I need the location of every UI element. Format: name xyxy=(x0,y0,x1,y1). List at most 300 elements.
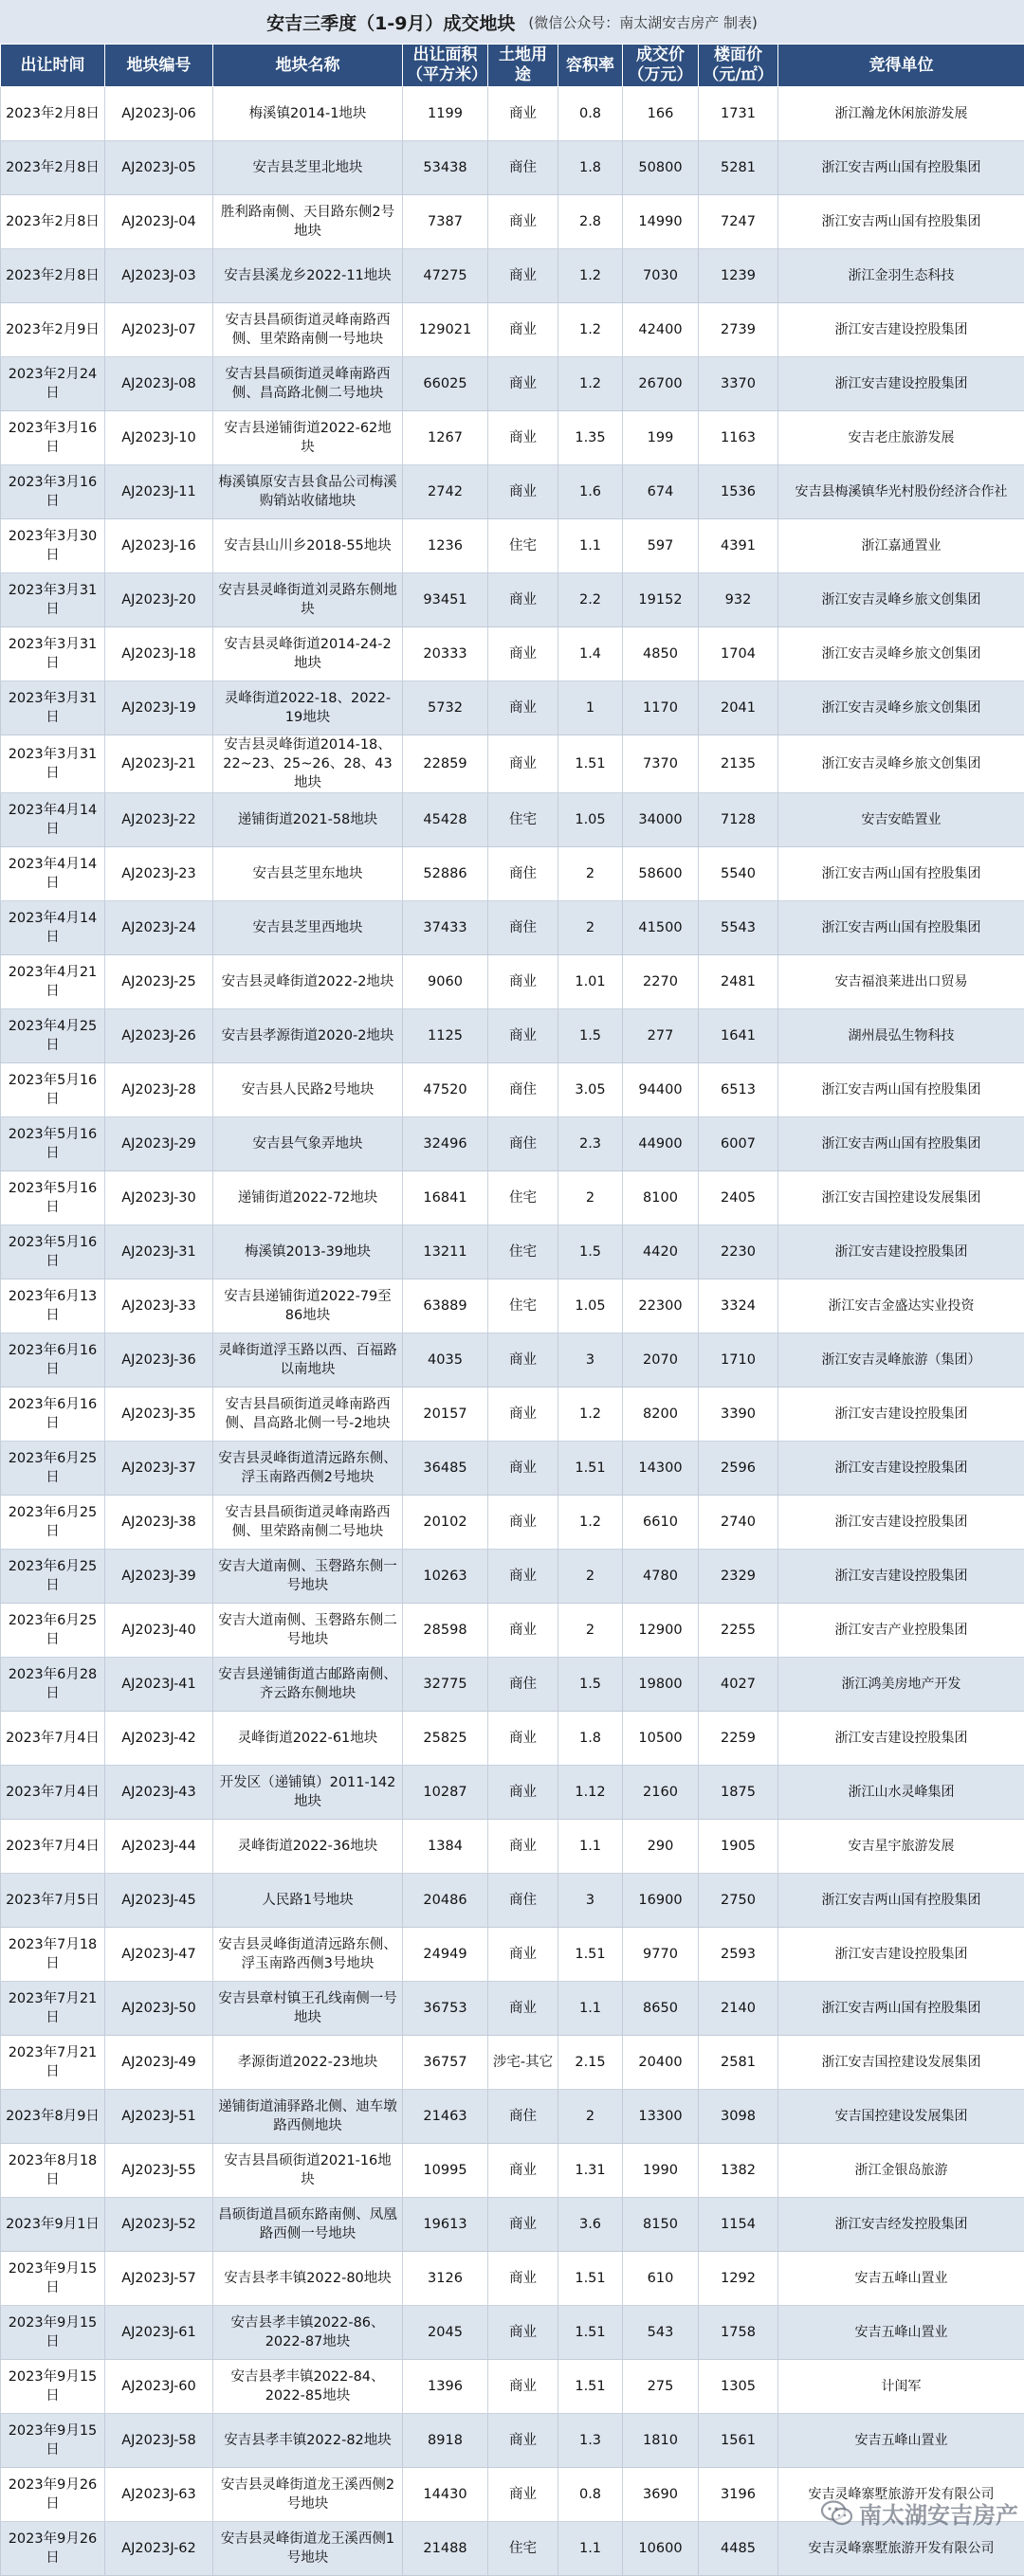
cell-area: 20333 xyxy=(403,627,488,681)
cell-code: AJ2023J-28 xyxy=(105,1063,213,1117)
table-row xyxy=(1,735,1024,793)
cell-far: 1.5 xyxy=(558,1009,623,1063)
cell-far: 3.6 xyxy=(558,2198,623,2252)
cell-price: 9770 xyxy=(623,1928,699,1982)
cell-price: 14990 xyxy=(623,195,699,249)
cell-date: 2023年5月16日 xyxy=(1,1063,105,1117)
cell-name: 递铺街道浦驿路北侧、迪车墩路西侧地块 xyxy=(213,2090,403,2144)
cell-unit-price: 2750 xyxy=(699,1874,778,1928)
cell-buyer: 浙江安吉建设控股集团 xyxy=(778,1712,1024,1766)
cell-date: 2023年6月25日 xyxy=(1,1550,105,1604)
cell-unit-price: 7128 xyxy=(699,793,778,847)
col-header-name: 地块名称 xyxy=(213,45,403,87)
cell-price: 543 xyxy=(623,2306,699,2360)
cell-code: AJ2023J-31 xyxy=(105,1225,213,1279)
cell-use: 商住 xyxy=(488,1874,558,1928)
cell-name: 安吉县章村镇王孔线南侧一号地块 xyxy=(213,1982,403,2036)
cell-buyer: 计闺军 xyxy=(778,2360,1024,2414)
cell-code: AJ2023J-38 xyxy=(105,1496,213,1550)
cell-unit-price: 2581 xyxy=(699,2036,778,2090)
table-row xyxy=(1,1874,1024,1928)
cell-date: 2023年3月16日 xyxy=(1,411,105,465)
cell-unit-price: 4027 xyxy=(699,1658,778,1712)
cell-name: 安吉县灵峰街道2014-18、22~23、25~26、28、43地块 xyxy=(213,735,403,793)
table-row xyxy=(1,87,1024,141)
cell-area: 9060 xyxy=(403,955,488,1009)
cell-area: 53438 xyxy=(403,141,488,195)
cell-buyer: 浙江瀚龙休闲旅游发展 xyxy=(778,87,1024,141)
cell-date: 2023年7月4日 xyxy=(1,1766,105,1820)
cell-date: 2023年6月13日 xyxy=(1,1279,105,1333)
cell-name: 安吉县灵峰街道龙王溪西侧1号地块 xyxy=(213,2522,403,2576)
cell-use: 住宅 xyxy=(488,1171,558,1225)
table-row xyxy=(1,1550,1024,1604)
cell-price: 14300 xyxy=(623,1442,699,1496)
cell-use: 商业 xyxy=(488,1550,558,1604)
table-row xyxy=(1,1928,1024,1982)
cell-code: AJ2023J-11 xyxy=(105,465,213,519)
table-row xyxy=(1,1820,1024,1874)
cell-far: 1.4 xyxy=(558,627,623,681)
table-row xyxy=(1,1225,1024,1279)
cell-code: AJ2023J-06 xyxy=(105,87,213,141)
cell-far: 1.8 xyxy=(558,1712,623,1766)
land-deals-table xyxy=(0,44,1024,2576)
cell-date: 2023年8月9日 xyxy=(1,2090,105,2144)
cell-code: AJ2023J-36 xyxy=(105,1333,213,1388)
col-header-price: 成交价（万元） xyxy=(623,45,699,87)
cell-unit-price: 5543 xyxy=(699,901,778,955)
cell-unit-price: 5281 xyxy=(699,141,778,195)
cell-price: 2070 xyxy=(623,1333,699,1388)
cell-unit-price: 1758 xyxy=(699,2306,778,2360)
cell-name: 安吉县孝源街道2020-2地块 xyxy=(213,1009,403,1063)
cell-price: 16900 xyxy=(623,1874,699,1928)
cell-name: 孝源街道2022-23地块 xyxy=(213,2036,403,2090)
cell-date: 2023年2月8日 xyxy=(1,141,105,195)
cell-far: 1.35 xyxy=(558,411,623,465)
cell-date: 2023年7月4日 xyxy=(1,1712,105,1766)
cell-code: AJ2023J-47 xyxy=(105,1928,213,1982)
cell-price: 4420 xyxy=(623,1225,699,1279)
cell-use: 商住 xyxy=(488,901,558,955)
cell-name: 安吉县昌硕街道灵峰南路西侧、昌高路北侧二号地块 xyxy=(213,357,403,411)
table-row xyxy=(1,411,1024,465)
cell-buyer: 浙江安吉两山国有控股集团 xyxy=(778,901,1024,955)
cell-far: 3 xyxy=(558,1333,623,1388)
col-header-code: 地块编号 xyxy=(105,45,213,87)
cell-use: 商业 xyxy=(488,1766,558,1820)
cell-code: AJ2023J-08 xyxy=(105,357,213,411)
cell-area: 10287 xyxy=(403,1766,488,1820)
cell-far: 1.01 xyxy=(558,955,623,1009)
cell-far: 1.2 xyxy=(558,1496,623,1550)
cell-code: AJ2023J-39 xyxy=(105,1550,213,1604)
cell-unit-price: 1905 xyxy=(699,1820,778,1874)
cell-area: 7387 xyxy=(403,195,488,249)
table-row xyxy=(1,2414,1024,2468)
cell-price: 166 xyxy=(623,87,699,141)
table-row xyxy=(1,1333,1024,1388)
table-row xyxy=(1,2198,1024,2252)
cell-buyer: 浙江安吉建设控股集团 xyxy=(778,357,1024,411)
cell-unit-price: 2255 xyxy=(699,1604,778,1658)
cell-use: 商业 xyxy=(488,2468,558,2522)
cell-buyer: 浙江安吉两山国有控股集团 xyxy=(778,1874,1024,1928)
cell-far: 2 xyxy=(558,901,623,955)
cell-code: AJ2023J-26 xyxy=(105,1009,213,1063)
cell-far: 1.2 xyxy=(558,357,623,411)
cell-name: 安吉县昌硕街道灵峰南路西侧、里荣路南侧二号地块 xyxy=(213,1496,403,1550)
cell-name: 安吉县灵峰街道清远路东侧、浮玉南路西侧3号地块 xyxy=(213,1928,403,1982)
table-row xyxy=(1,1171,1024,1225)
cell-price: 277 xyxy=(623,1009,699,1063)
cell-unit-price: 6007 xyxy=(699,1117,778,1171)
table-row xyxy=(1,519,1024,573)
cell-name: 安吉县灵峰街道龙王溪西侧2号地块 xyxy=(213,2468,403,2522)
cell-area: 52886 xyxy=(403,847,488,901)
cell-unit-price: 1292 xyxy=(699,2252,778,2306)
cell-code: AJ2023J-44 xyxy=(105,1820,213,1874)
table-row xyxy=(1,2090,1024,2144)
table-row xyxy=(1,1388,1024,1442)
cell-unit-price: 7247 xyxy=(699,195,778,249)
cell-area: 45428 xyxy=(403,793,488,847)
cell-area: 37433 xyxy=(403,901,488,955)
cell-price: 290 xyxy=(623,1820,699,1874)
cell-use: 商业 xyxy=(488,249,558,303)
cell-use: 住宅 xyxy=(488,2522,558,2576)
cell-buyer: 浙江安吉经发控股集团 xyxy=(778,2198,1024,2252)
cell-name: 梅溪镇2013-39地块 xyxy=(213,1225,403,1279)
cell-date: 2023年3月31日 xyxy=(1,735,105,793)
cell-name: 安吉县孝丰镇2022-80地块 xyxy=(213,2252,403,2306)
cell-name: 安吉县孝丰镇2022-84、2022-85地块 xyxy=(213,2360,403,2414)
table-row xyxy=(1,2306,1024,2360)
cell-use: 商业 xyxy=(488,303,558,357)
cell-area: 24949 xyxy=(403,1928,488,1982)
cell-name: 安吉县昌硕街道灵峰南路西侧、里荣路南侧一号地块 xyxy=(213,303,403,357)
cell-buyer: 安吉国控建设发展集团 xyxy=(778,2090,1024,2144)
cell-name: 开发区（递铺镇）2011-142地块 xyxy=(213,1766,403,1820)
cell-date: 2023年2月9日 xyxy=(1,303,105,357)
cell-price: 2160 xyxy=(623,1766,699,1820)
cell-far: 2 xyxy=(558,2090,623,2144)
cell-use: 商业 xyxy=(488,955,558,1009)
cell-use: 商业 xyxy=(488,2414,558,2468)
cell-name: 安吉县孝丰镇2022-82地块 xyxy=(213,2414,403,2468)
table-row xyxy=(1,2036,1024,2090)
cell-name: 灵峰街道2022-61地块 xyxy=(213,1712,403,1766)
cell-area: 28598 xyxy=(403,1604,488,1658)
cell-unit-price: 1875 xyxy=(699,1766,778,1820)
table-row xyxy=(1,465,1024,519)
cell-code: AJ2023J-51 xyxy=(105,2090,213,2144)
cell-date: 2023年9月15日 xyxy=(1,2414,105,2468)
table-row xyxy=(1,249,1024,303)
cell-unit-price: 1163 xyxy=(699,411,778,465)
cell-code: AJ2023J-41 xyxy=(105,1658,213,1712)
cell-area: 2045 xyxy=(403,2306,488,2360)
cell-date: 2023年6月16日 xyxy=(1,1388,105,1442)
cell-area: 1384 xyxy=(403,1820,488,1874)
cell-unit-price: 3196 xyxy=(699,2468,778,2522)
cell-name: 安吉大道南侧、玉磬路东侧一号地块 xyxy=(213,1550,403,1604)
cell-use: 商业 xyxy=(488,1496,558,1550)
cell-price: 199 xyxy=(623,411,699,465)
cell-area: 21488 xyxy=(403,2522,488,2576)
table-row xyxy=(1,1009,1024,1063)
cell-code: AJ2023J-25 xyxy=(105,955,213,1009)
cell-far: 1.2 xyxy=(558,249,623,303)
cell-far: 1.51 xyxy=(558,1442,623,1496)
cell-date: 2023年9月26日 xyxy=(1,2468,105,2522)
cell-price: 7030 xyxy=(623,249,699,303)
cell-name: 灵峰街道浮玉路以西、百福路以南地块 xyxy=(213,1333,403,1388)
cell-use: 住宅 xyxy=(488,1279,558,1333)
cell-unit-price: 1731 xyxy=(699,87,778,141)
cell-name: 安吉县灵峰街道清远路东侧、浮玉南路西侧2号地块 xyxy=(213,1442,403,1496)
cell-price: 12900 xyxy=(623,1604,699,1658)
cell-price: 275 xyxy=(623,2360,699,2414)
cell-area: 16841 xyxy=(403,1171,488,1225)
cell-buyer: 浙江安吉金盛达实业投资 xyxy=(778,1279,1024,1333)
cell-use: 商业 xyxy=(488,1388,558,1442)
cell-code: AJ2023J-63 xyxy=(105,2468,213,2522)
col-header-unit-price: 楼面价（元/㎡） xyxy=(699,45,778,87)
cell-far: 1.05 xyxy=(558,1279,623,1333)
cell-far: 1.5 xyxy=(558,1225,623,1279)
cell-price: 44900 xyxy=(623,1117,699,1171)
cell-date: 2023年6月16日 xyxy=(1,1333,105,1388)
cell-unit-price: 2739 xyxy=(699,303,778,357)
cell-buyer: 安吉福浪莱进出口贸易 xyxy=(778,955,1024,1009)
cell-far: 0.8 xyxy=(558,2468,623,2522)
cell-code: AJ2023J-24 xyxy=(105,901,213,955)
cell-price: 19152 xyxy=(623,573,699,627)
cell-far: 1.51 xyxy=(558,2306,623,2360)
table-row xyxy=(1,1982,1024,2036)
cell-name: 安吉县灵峰街道2014-24-2地块 xyxy=(213,627,403,681)
cell-date: 2023年9月15日 xyxy=(1,2252,105,2306)
cell-area: 10263 xyxy=(403,1550,488,1604)
cell-name: 昌硕街道昌硕东路南侧、凤凰路西侧一号地块 xyxy=(213,2198,403,2252)
cell-use: 商业 xyxy=(488,1712,558,1766)
cell-area: 36757 xyxy=(403,2036,488,2090)
cell-unit-price: 2329 xyxy=(699,1550,778,1604)
cell-name: 安吉县昌硕街道2021-16地块 xyxy=(213,2144,403,2198)
cell-area: 36485 xyxy=(403,1442,488,1496)
cell-name: 安吉县芝里北地块 xyxy=(213,141,403,195)
cell-date: 2023年4月14日 xyxy=(1,847,105,901)
cell-area: 2742 xyxy=(403,465,488,519)
cell-code: AJ2023J-45 xyxy=(105,1874,213,1928)
cell-buyer: 安吉五峰山置业 xyxy=(778,2306,1024,2360)
cell-use: 商业 xyxy=(488,681,558,735)
table-row xyxy=(1,1658,1024,1712)
cell-area: 1396 xyxy=(403,2360,488,2414)
cell-use: 商业 xyxy=(488,195,558,249)
cell-far: 1.31 xyxy=(558,2144,623,2198)
cell-date: 2023年4月14日 xyxy=(1,793,105,847)
cell-date: 2023年4月25日 xyxy=(1,1009,105,1063)
cell-buyer: 浙江安吉建设控股集团 xyxy=(778,1928,1024,1982)
cell-area: 20157 xyxy=(403,1388,488,1442)
cell-code: AJ2023J-52 xyxy=(105,2198,213,2252)
table-row xyxy=(1,1442,1024,1496)
cell-area: 21463 xyxy=(403,2090,488,2144)
cell-use: 商业 xyxy=(488,1442,558,1496)
cell-price: 610 xyxy=(623,2252,699,2306)
cell-use: 商业 xyxy=(488,573,558,627)
cell-use: 商业 xyxy=(488,2306,558,2360)
cell-code: AJ2023J-58 xyxy=(105,2414,213,2468)
cell-unit-price: 2230 xyxy=(699,1225,778,1279)
cell-unit-price: 3098 xyxy=(699,2090,778,2144)
table-row xyxy=(1,2144,1024,2198)
cell-unit-price: 2140 xyxy=(699,1982,778,2036)
cell-area: 20486 xyxy=(403,1874,488,1928)
cell-code: AJ2023J-07 xyxy=(105,303,213,357)
cell-unit-price: 2405 xyxy=(699,1171,778,1225)
cell-far: 1.1 xyxy=(558,1820,623,1874)
cell-far: 1.05 xyxy=(558,793,623,847)
cell-price: 4780 xyxy=(623,1550,699,1604)
cell-use: 商住 xyxy=(488,1063,558,1117)
cell-area: 32496 xyxy=(403,1117,488,1171)
cell-unit-price: 932 xyxy=(699,573,778,627)
cell-area: 47275 xyxy=(403,249,488,303)
cell-unit-price: 2259 xyxy=(699,1712,778,1766)
cell-use: 商业 xyxy=(488,1982,558,2036)
cell-use: 商住 xyxy=(488,2090,558,2144)
table-title-bar xyxy=(0,0,1024,45)
cell-code: AJ2023J-30 xyxy=(105,1171,213,1225)
cell-area: 8918 xyxy=(403,2414,488,2468)
cell-buyer: 浙江嘉通置业 xyxy=(778,519,1024,573)
table-row xyxy=(1,1279,1024,1333)
cell-area: 25825 xyxy=(403,1712,488,1766)
cell-price: 20400 xyxy=(623,2036,699,2090)
cell-unit-price: 2596 xyxy=(699,1442,778,1496)
cell-unit-price: 1305 xyxy=(699,2360,778,2414)
cell-area: 3126 xyxy=(403,2252,488,2306)
cell-buyer: 安吉灵峰寨墅旅游开发有限公司 xyxy=(778,2468,1024,2522)
cell-name: 梅溪镇2014-1地块 xyxy=(213,87,403,141)
table-row xyxy=(1,627,1024,681)
cell-date: 2023年3月30日 xyxy=(1,519,105,573)
cell-use: 商住 xyxy=(488,847,558,901)
cell-date: 2023年6月25日 xyxy=(1,1604,105,1658)
cell-unit-price: 1239 xyxy=(699,249,778,303)
cell-buyer: 浙江安吉两山国有控股集团 xyxy=(778,195,1024,249)
cell-buyer: 浙江安吉建设控股集团 xyxy=(778,1496,1024,1550)
table-row xyxy=(1,1117,1024,1171)
cell-date: 2023年2月8日 xyxy=(1,87,105,141)
col-header-use: 土地用途 xyxy=(488,45,558,87)
cell-price: 8100 xyxy=(623,1171,699,1225)
cell-code: AJ2023J-37 xyxy=(105,1442,213,1496)
cell-unit-price: 2481 xyxy=(699,955,778,1009)
cell-date: 2023年3月31日 xyxy=(1,681,105,735)
cell-price: 19800 xyxy=(623,1658,699,1712)
cell-use: 商住 xyxy=(488,1117,558,1171)
cell-date: 2023年7月21日 xyxy=(1,2036,105,2090)
cell-name: 安吉县孝丰镇2022-86、2022-87地块 xyxy=(213,2306,403,2360)
cell-code: AJ2023J-18 xyxy=(105,627,213,681)
cell-date: 2023年5月16日 xyxy=(1,1171,105,1225)
table-row xyxy=(1,901,1024,955)
cell-use: 商业 xyxy=(488,1820,558,1874)
cell-area: 66025 xyxy=(403,357,488,411)
cell-far: 2 xyxy=(558,1550,623,1604)
cell-date: 2023年9月26日 xyxy=(1,2522,105,2576)
cell-date: 2023年7月18日 xyxy=(1,1928,105,1982)
cell-unit-price: 6513 xyxy=(699,1063,778,1117)
cell-buyer: 浙江安吉灵峰乡旅文创集团 xyxy=(778,573,1024,627)
watermark-text: 南太湖安吉房产 xyxy=(859,2496,1018,2530)
cell-buyer: 浙江安吉国控建设发展集团 xyxy=(778,1171,1024,1225)
cell-use: 商业 xyxy=(488,357,558,411)
cell-use: 住宅 xyxy=(488,793,558,847)
cell-area: 5732 xyxy=(403,681,488,735)
cell-name: 安吉大道南侧、玉磬路东侧二号地块 xyxy=(213,1604,403,1658)
cell-code: AJ2023J-22 xyxy=(105,793,213,847)
cell-unit-price: 1704 xyxy=(699,627,778,681)
cell-use: 商业 xyxy=(488,627,558,681)
cell-use: 商住 xyxy=(488,1658,558,1712)
cell-code: AJ2023J-62 xyxy=(105,2522,213,2576)
cell-use: 商业 xyxy=(488,2144,558,2198)
cell-unit-price: 3324 xyxy=(699,1279,778,1333)
cell-price: 26700 xyxy=(623,357,699,411)
cell-far: 1.1 xyxy=(558,519,623,573)
cell-buyer: 浙江安吉建设控股集团 xyxy=(778,303,1024,357)
cell-name: 人民路1号地块 xyxy=(213,1874,403,1928)
cell-unit-price: 1710 xyxy=(699,1333,778,1388)
cell-price: 1810 xyxy=(623,2414,699,2468)
cell-far: 1.51 xyxy=(558,2360,623,2414)
cell-price: 6610 xyxy=(623,1496,699,1550)
cell-far: 2 xyxy=(558,1171,623,1225)
cell-far: 2.8 xyxy=(558,195,623,249)
cell-price: 58600 xyxy=(623,847,699,901)
cell-price: 4850 xyxy=(623,627,699,681)
cell-price: 7370 xyxy=(623,735,699,793)
cell-code: AJ2023J-05 xyxy=(105,141,213,195)
cell-far: 1.6 xyxy=(558,465,623,519)
cell-area: 13211 xyxy=(403,1225,488,1279)
cell-area: 10995 xyxy=(403,2144,488,2198)
cell-area: 20102 xyxy=(403,1496,488,1550)
cell-name: 安吉县昌硕街道灵峰南路西侧、昌高路北侧一号-2地块 xyxy=(213,1388,403,1442)
cell-unit-price: 1561 xyxy=(699,2414,778,2468)
cell-date: 2023年9月1日 xyxy=(1,2198,105,2252)
cell-price: 13300 xyxy=(623,2090,699,2144)
cell-name: 胜利路南侧、天目路东侧2号地块 xyxy=(213,195,403,249)
cell-price: 2270 xyxy=(623,955,699,1009)
cell-code: AJ2023J-21 xyxy=(105,735,213,793)
cell-price: 8150 xyxy=(623,2198,699,2252)
cell-date: 2023年7月5日 xyxy=(1,1874,105,1928)
cell-name: 递铺街道2022-72地块 xyxy=(213,1171,403,1225)
cell-code: AJ2023J-03 xyxy=(105,249,213,303)
cell-name: 安吉县芝里西地块 xyxy=(213,901,403,955)
cell-name: 灵峰街道2022-36地块 xyxy=(213,1820,403,1874)
cell-price: 8200 xyxy=(623,1388,699,1442)
cell-price: 1170 xyxy=(623,681,699,735)
cell-buyer: 浙江安吉国控建设发展集团 xyxy=(778,2036,1024,2090)
